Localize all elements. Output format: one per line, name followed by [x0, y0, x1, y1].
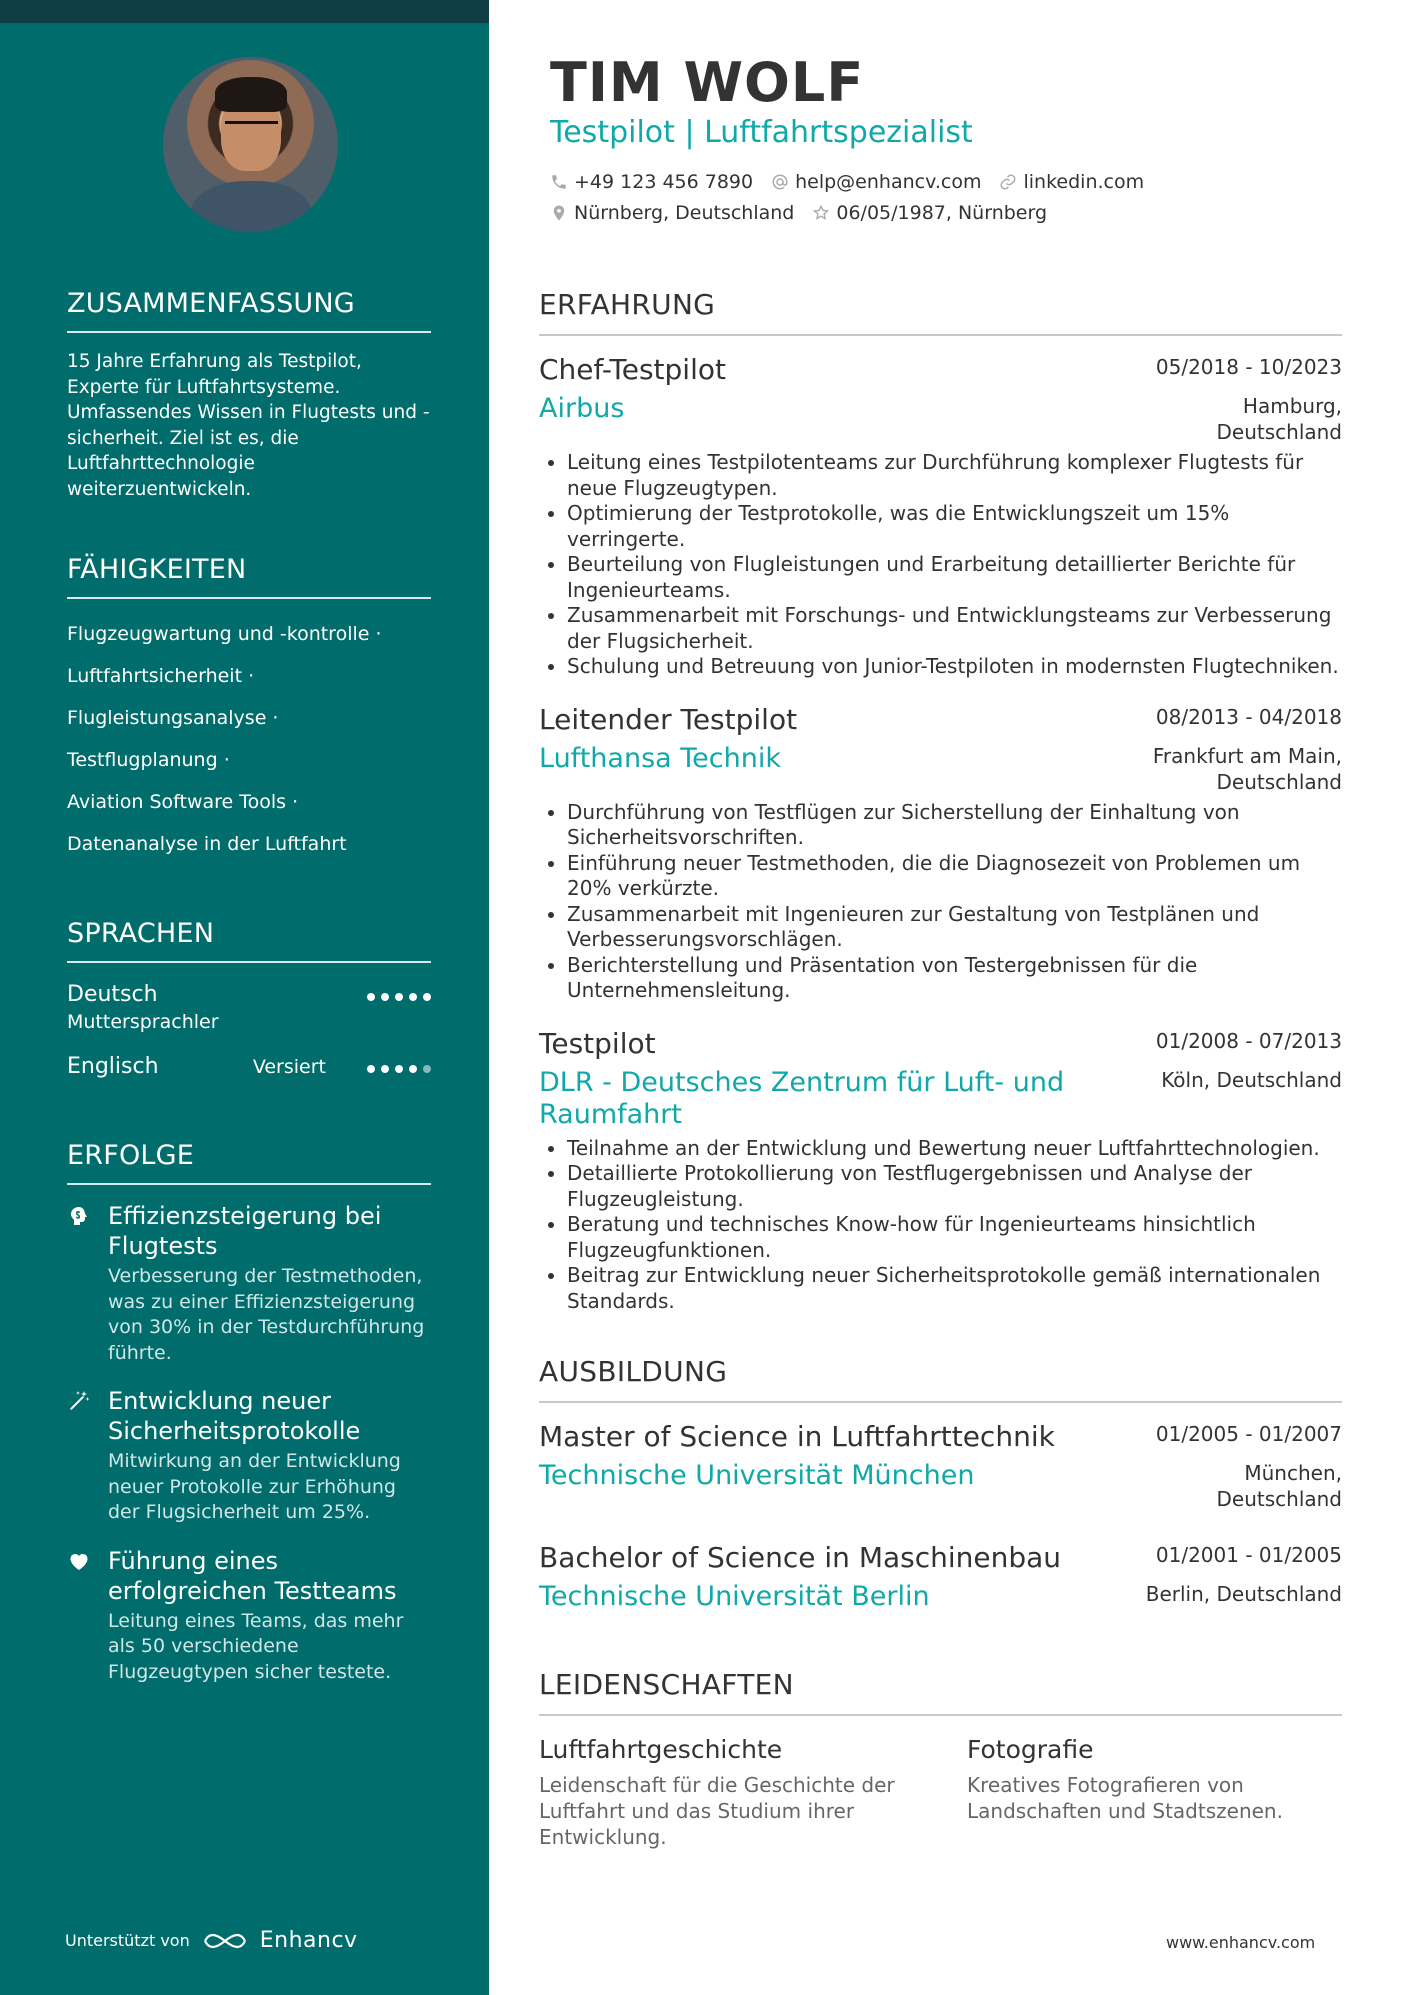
summary-text: 15 Jahre Erfahrung als Testpilot, Experte für Luftfahrtsysteme. Umfassendes Wissen in Flugtests und -sicherheit. Ziel ist es, die Luftfahrttechnologie weiterzuentwickeln.: [67, 351, 430, 500]
passions-divider: [539, 1714, 1342, 1716]
school-name: Technische Universität München: [539, 1460, 975, 1491]
phone-icon: [550, 173, 568, 191]
education-dates: 01/2001 - 01/2005: [1155, 1543, 1342, 1567]
contact-location: [550, 200, 794, 226]
language-row: [67, 1053, 431, 1093]
achievements-divider: [67, 1183, 431, 1185]
enhancv-logo-icon: [202, 1929, 248, 1953]
achievement-title: Führung eines erfolgreichen Testteams: [108, 1546, 397, 1605]
job-title: Leitender Testpilot: [539, 702, 798, 736]
footer-url[interactable]: www.enhancv.com: [1166, 1933, 1316, 1952]
job-bullet: • Durchführung von Testflügen zur Sicherstellung der Einhaltung von Sicherheitsvorschriften.: [567, 800, 1342, 851]
job-bullet: • Beratung und technisches Know-how für Ingenieurteams hinsichtlich Flugzeugfunktionen.: [567, 1212, 1342, 1263]
degree-title: Master of Science in Luftfahrttechnik: [539, 1420, 1055, 1453]
rating-dot: [367, 1065, 375, 1073]
school-name: Technische Universität Berlin: [539, 1581, 930, 1612]
rating-dot: [409, 1065, 417, 1073]
experience-section: [539, 288, 1342, 1314]
contact-email[interactable]: [771, 169, 981, 195]
language-rating: [367, 1065, 431, 1073]
passion-title: Fotografie: [967, 1735, 1094, 1764]
passions-section: [539, 1668, 1342, 1850]
contact-birth: [812, 200, 1047, 226]
job-bullet: • Beurteilung von Flugleistungen und Erarbeitung detaillierter Berichte für Ingenieurteams.: [567, 552, 1342, 603]
achievement-item: [67, 1386, 431, 1526]
languages-heading: SPRACHEN: [67, 918, 215, 949]
passion-description: Kreatives Fotografieren von Landschaften und Stadtszenen.: [967, 1773, 1283, 1823]
profile-photo: [163, 57, 338, 232]
rating-dot: [395, 993, 403, 1001]
job-bullets: [567, 450, 1342, 680]
birth-text: 06/05/1987, Nürnberg: [836, 202, 1048, 224]
contact-row: [550, 169, 1144, 195]
skills-list: [67, 613, 431, 865]
skills-divider: [67, 597, 431, 599]
experience-divider: [539, 334, 1342, 336]
achievement-description: Verbesserung der Testmethoden, was zu einer Effizienzsteigerung von 30% in der Testdurchführung führte.: [108, 1265, 425, 1364]
rating-dot: [409, 993, 417, 1001]
skill-item: Aviation Software Tools ·: [67, 791, 299, 813]
summary-heading: ZUSAMMENFASSUNG: [67, 288, 355, 319]
skills-heading: FÄHIGKEITEN: [67, 554, 247, 585]
education-dates: 01/2005 - 01/2007: [1155, 1422, 1342, 1446]
contact-linkedin[interactable]: [999, 169, 1144, 195]
candidate-title: Testpilot | Luftfahrtspezialist: [550, 115, 973, 150]
rating-dot: [423, 993, 431, 1001]
location-text: Nürnberg, Deutschland: [574, 202, 795, 224]
heart-icon: [67, 1549, 91, 1573]
skill-item: Testflugplanung ·: [67, 749, 230, 771]
passion-title: Luftfahrtgeschichte: [539, 1735, 783, 1764]
passions-heading: LEIDENSCHAFTEN: [539, 1668, 794, 1701]
passion-item: [967, 1734, 1337, 1850]
powered-by-label: Unterstützt von: [65, 1931, 190, 1950]
job-bullets: [567, 1136, 1342, 1315]
language-row: [67, 981, 431, 1045]
brand-name: Enhancv: [259, 1928, 358, 1953]
job-bullet: • Detaillierte Protokollierung von Testflugergebnissen und Analyse der Flugzeugleistung.: [567, 1161, 1342, 1212]
job-dates: 08/2013 - 04/2018: [1155, 704, 1342, 729]
achievement-description: Mitwirkung an der Entwicklung neuer Protokolle zur Erhöhung der Flugsicherheit um 25%.: [108, 1450, 401, 1523]
location-pin-icon: [550, 204, 568, 222]
rating-dot: [395, 1065, 403, 1073]
job-location: Hamburg, Deutschland: [1216, 394, 1342, 444]
job-title: Testpilot: [539, 1026, 656, 1060]
contact-row-2: [550, 200, 1047, 226]
contact-phone[interactable]: [550, 169, 753, 195]
job-entry: [539, 702, 1342, 1004]
achievements-heading: ERFOLGE: [67, 1140, 195, 1171]
skill-item: Datenanalyse in der Luftfahrt: [67, 833, 347, 855]
email-text: help@enhancv.com: [795, 171, 982, 193]
education-divider: [539, 1401, 1342, 1403]
language-name: Deutsch: [67, 982, 158, 1007]
rating-dot: [367, 993, 375, 1001]
experience-heading: ERFAHRUNG: [539, 288, 716, 321]
job-bullet: • Teilnahme an der Entwicklung und Bewertung neuer Luftfahrttechnologien.: [567, 1136, 1342, 1162]
powered-by: [65, 1928, 358, 1953]
phone-text: +49 123 456 7890: [574, 171, 754, 193]
job-dates: 01/2008 - 07/2013: [1155, 1028, 1342, 1053]
languages-divider: [67, 961, 431, 963]
skill-item: Luftfahrtsicherheit ·: [67, 665, 255, 687]
magic-wand-icon: [67, 1389, 91, 1413]
languages-section: [67, 917, 431, 1093]
rating-dot: [381, 993, 389, 1001]
achievement-title: Effizienzsteigerung bei Flugtests: [108, 1202, 382, 1260]
education-location: Berlin, Deutschland: [1145, 1582, 1342, 1606]
job-location: Frankfurt am Main, Deutschland: [1152, 743, 1342, 794]
job-bullet: • Einführung neuer Testmethoden, die die Diagnosezeit von Problemen um 20% verkürzte.: [567, 851, 1342, 902]
education-location: München, Deutschland: [1216, 1461, 1342, 1511]
job-bullet: • Optimierung der Testprotokolle, was die Entwicklungszeit um 15% verringerte.: [567, 501, 1342, 552]
education-entry: [539, 1540, 1342, 1613]
passion-description: Leidenschaft für die Geschichte der Luftfahrt und das Studium ihrer Entwicklung.: [539, 1773, 895, 1849]
job-entry: [539, 352, 1342, 680]
education-heading: AUSBILDUNG: [539, 1355, 728, 1388]
job-title: Chef-Testpilot: [539, 353, 726, 386]
achievement-item: [67, 1201, 431, 1366]
education-entry: [539, 1419, 1342, 1512]
degree-title: Bachelor of Science in Maschinenbau: [539, 1541, 1062, 1574]
achievement-description: Leitung eines Teams, das mehr als 50 verschiedene Flugzeugtypen sicher testete.: [108, 1609, 404, 1683]
job-entry: [539, 1026, 1342, 1315]
candidate-name: TIM WOLF: [550, 51, 865, 114]
star-icon: [812, 204, 830, 222]
summary-divider: [67, 331, 431, 333]
job-dates: 05/2018 - 10/2023: [1155, 355, 1342, 379]
language-name: Englisch: [67, 1054, 159, 1079]
language-note: Muttersprachler: [67, 1011, 219, 1033]
achievement-title: Entwicklung neuer Sicherheitsprotokolle: [108, 1387, 361, 1445]
job-location: Köln, Deutschland: [1161, 1067, 1342, 1092]
education-section: [539, 1355, 1342, 1613]
passion-item: [539, 1734, 909, 1850]
language-level: Versiert: [252, 1056, 326, 1078]
job-bullet: • Schulung und Betreuung von Junior-Testpiloten in modernsten Flugtechniken.: [567, 654, 1342, 680]
rating-dot: [423, 1065, 431, 1073]
job-bullet: • Berichterstellung und Präsentation von Testergebnissen für die Unternehmensleitung.: [567, 953, 1342, 1004]
linkedin-text: linkedin.com: [1023, 171, 1145, 193]
summary-section: [67, 287, 431, 502]
achievements-section: [67, 1139, 431, 1685]
company-name: Lufthansa Technik: [539, 742, 781, 774]
job-bullet: • Zusammenarbeit mit Ingenieuren zur Gestaltung von Testplänen und Verbesserungsvorschlägen.: [567, 902, 1342, 953]
language-rating: [367, 993, 431, 1001]
job-bullets: [567, 800, 1342, 1004]
rating-dot: [381, 1065, 389, 1073]
skill-item: Flugzeugwartung und -kontrolle ·: [67, 623, 382, 645]
skills-section: [67, 553, 431, 865]
job-bullet: • Leitung eines Testpilotenteams zur Durchführung komplexer Flugtests für neue Flugzeugtypen.: [567, 450, 1342, 501]
at-icon: [771, 173, 789, 191]
link-icon: [999, 173, 1017, 191]
skill-item: Flugleistungsanalyse ·: [67, 707, 279, 729]
sidebar: [0, 0, 489, 1995]
company-name: Airbus: [539, 393, 625, 424]
brain-icon: [67, 1204, 91, 1228]
job-bullet: • Beitrag zur Entwicklung neuer Sicherheitsprotokolle gemäß internationalen Standards.: [567, 1263, 1342, 1314]
company-name: DLR - Deutsches Zentrum für Luft- und Raumfahrt: [539, 1066, 1065, 1130]
achievement-item: [67, 1546, 431, 1686]
sidebar-top-bar: [0, 0, 489, 23]
job-bullet: • Zusammenarbeit mit Forschungs- und Entwicklungsteams zur Verbesserung der Flugsicherheit.: [567, 603, 1342, 654]
